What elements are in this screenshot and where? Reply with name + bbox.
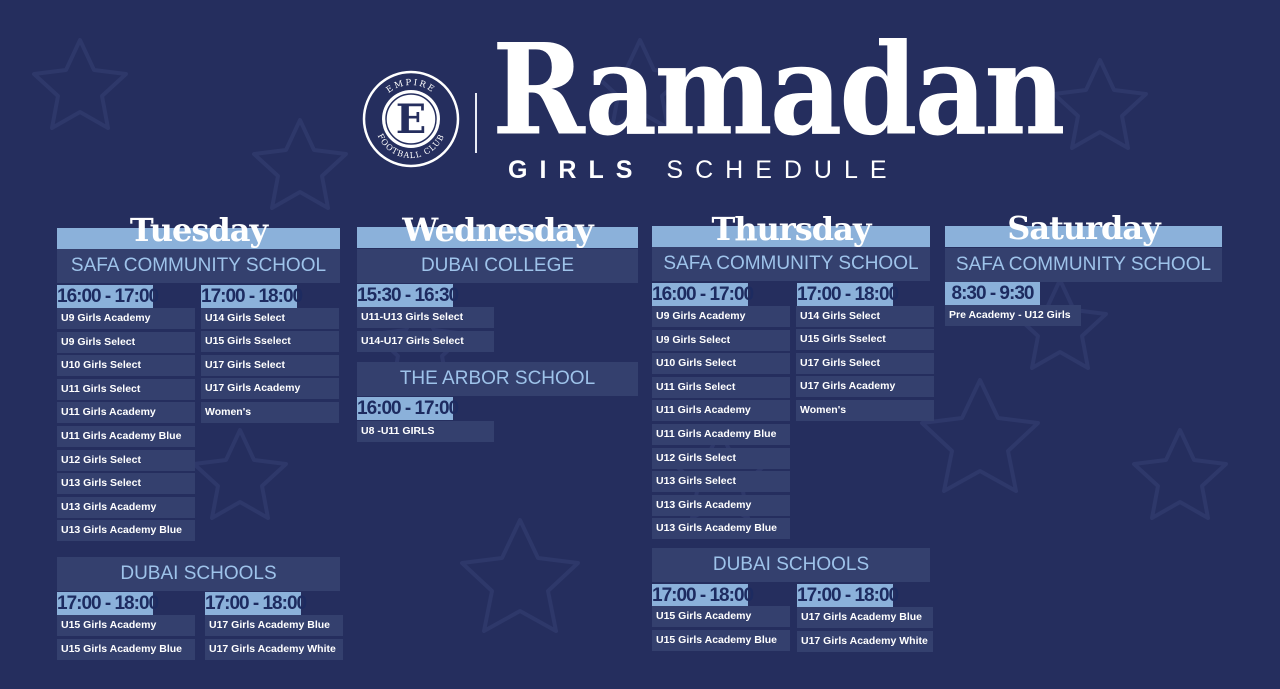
schedule-row: U10 Girls Select xyxy=(57,355,195,376)
schedule-row: U17 Girls Select xyxy=(201,355,339,376)
day-title-thursday: Thursday xyxy=(711,210,871,248)
schedule-row: U13 Girls Academy Blue xyxy=(57,520,195,541)
schedule-row: U15 Girls Academy xyxy=(57,615,195,636)
time-slot-wednesday-2: 16:00 - 17:00 xyxy=(357,398,459,419)
time-slot-thursday-3: 17:00 - 18:00 xyxy=(652,585,754,606)
schedule-row: U15 Girls Sselect xyxy=(796,329,934,350)
day-title-tuesday: Tuesday xyxy=(129,211,268,249)
time-slot-thursday-1: 16:00 - 17:00 xyxy=(652,284,754,305)
schedule-row: U17 Girls Select xyxy=(796,353,934,374)
page-subtitle xyxy=(508,153,899,187)
venue-thursday-safa: SAFA COMMUNITY SCHOOL xyxy=(652,247,930,281)
schedule-row: U13 Girls Select xyxy=(652,471,790,492)
schedule-row: U13 Girls Select xyxy=(57,473,195,494)
schedule-row: U14 Girls Select xyxy=(201,308,339,329)
schedule-row: U11 Girls Academy xyxy=(57,402,195,423)
schedule-row: U13 Girls Academy Blue xyxy=(652,518,790,539)
schedule-row: Women's xyxy=(201,402,339,423)
schedule-row: U15 Girls Sselect xyxy=(201,331,339,352)
schedule-row: Women's xyxy=(796,400,934,421)
svg-text:E: E xyxy=(395,96,427,143)
schedule-row: U11-U13 Girls Select xyxy=(357,307,494,328)
schedule-row: U14-U17 Girls Select xyxy=(357,331,494,352)
venue-tuesday-safa: SAFA COMMUNITY SCHOOL xyxy=(57,249,340,283)
schedule-row: U8 -U11 GIRLS xyxy=(357,421,494,442)
schedule-row: U13 Girls Academy xyxy=(57,497,195,518)
schedule-row: U17 Girls Academy xyxy=(201,378,339,399)
header-divider xyxy=(475,93,477,153)
schedule-row: U17 Girls Academy xyxy=(796,376,934,397)
time-slot-thursday-2: 17:00 - 18:00 xyxy=(797,284,899,305)
schedule-row: U17 Girls Academy White xyxy=(797,631,933,652)
page-title: Ramadan xyxy=(492,17,1063,164)
schedule-row: U17 Girls Academy Blue xyxy=(205,615,343,636)
schedule-row: U11 Girls Academy Blue xyxy=(652,424,790,445)
schedule-row: U9 Girls Select xyxy=(652,330,790,351)
venue-thursday-dubai-schools: DUBAI SCHOOLS xyxy=(652,548,930,582)
time-slot-tuesday-1: 16:00 - 17:00 xyxy=(57,286,159,307)
time-slot-tuesday-2: 17:00 - 18:00 xyxy=(201,286,303,307)
schedule-row: U15 Girls Academy Blue xyxy=(652,630,790,651)
time-slot-tuesday-4: 17:00 - 18:00 xyxy=(205,593,307,614)
day-title-wednesday: Wednesday xyxy=(402,211,593,249)
subtitle-schedule: SCHEDULE xyxy=(666,156,899,184)
schedule-row: U15 Girls Academy xyxy=(652,606,790,627)
venue-tuesday-dubai-schools: DUBAI SCHOOLS xyxy=(57,557,340,591)
schedule-row: Pre Academy - U12 Girls xyxy=(945,305,1081,326)
venue-wednesday-arbor: THE ARBOR SCHOOL xyxy=(357,362,638,396)
schedule-row: U12 Girls Select xyxy=(57,450,195,471)
empire-fc-logo xyxy=(362,70,460,168)
schedule-row: U17 Girls Academy Blue xyxy=(797,607,933,628)
schedule-row: U9 Girls Academy xyxy=(57,308,195,329)
schedule-row: U9 Girls Academy xyxy=(652,306,790,327)
time-slot-wednesday-1: 15:30 - 16:30 xyxy=(357,285,459,306)
venue-saturday-safa: SAFA COMMUNITY SCHOOL xyxy=(945,248,1222,282)
schedule-row: U10 Girls Select xyxy=(652,353,790,374)
schedule-row: U17 Girls Academy White xyxy=(205,639,343,660)
schedule-row: U13 Girls Academy xyxy=(652,495,790,516)
schedule-row: U15 Girls Academy Blue xyxy=(57,639,195,660)
day-title-saturday: Saturday xyxy=(1007,209,1160,247)
schedule-row: U11 Girls Academy Blue xyxy=(57,426,195,447)
schedule-row: U12 Girls Select xyxy=(652,448,790,469)
schedule-row: U14 Girls Select xyxy=(796,306,934,327)
svg-text:FOOTBALL CLUB: FOOTBALL CLUB xyxy=(375,132,447,161)
venue-wednesday-dubai-college: DUBAI COLLEGE xyxy=(357,249,638,283)
time-slot-tuesday-3: 17:00 - 18:00 xyxy=(57,593,159,614)
schedule-row: U11 Girls Select xyxy=(652,377,790,398)
svg-text:EMPIRE: EMPIRE xyxy=(384,77,438,96)
time-slot-saturday-1: 8:30 - 9:30 xyxy=(945,282,1040,305)
schedule-row: U11 Girls Select xyxy=(57,379,195,400)
schedule-row: U9 Girls Select xyxy=(57,332,195,353)
time-slot-thursday-4: 17:00 - 18:00 xyxy=(797,585,899,606)
subtitle-girls: GIRLS xyxy=(508,156,645,184)
schedule-row: U11 Girls Academy xyxy=(652,400,790,421)
